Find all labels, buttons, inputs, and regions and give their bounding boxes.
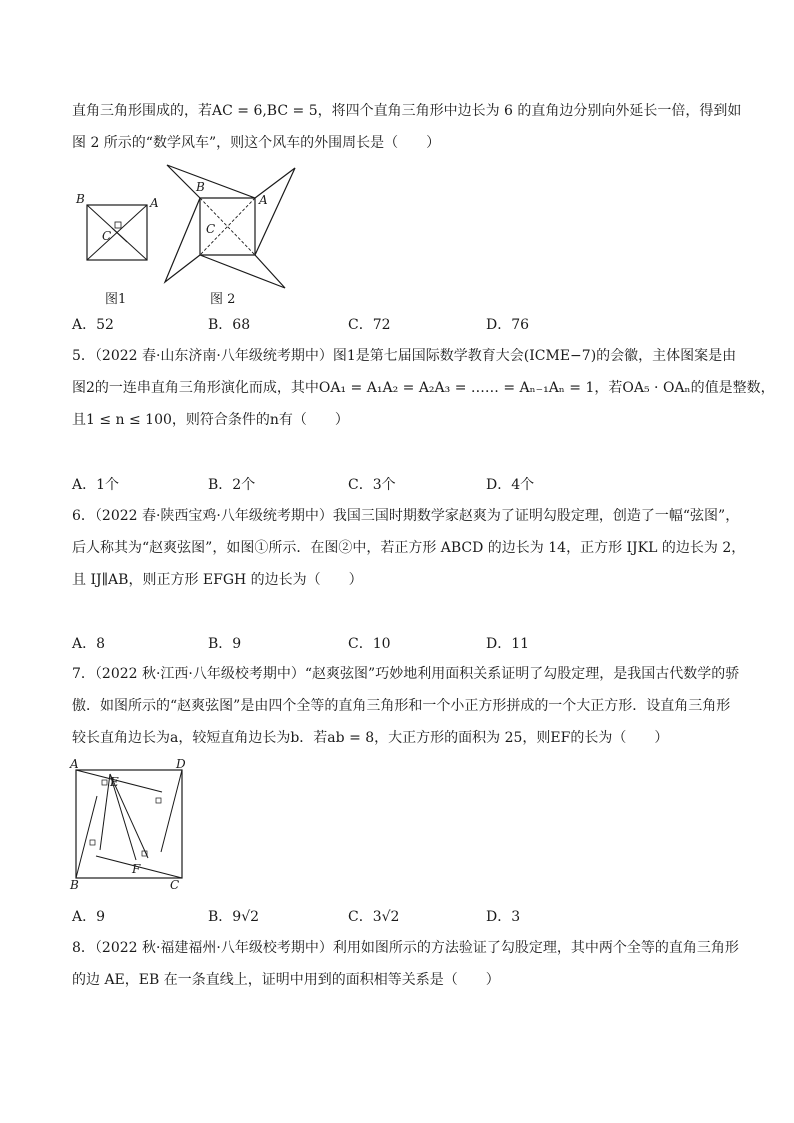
q4-figure-2 [160,160,300,295]
q7-label-b: B [70,878,79,890]
fig1-label-a: A [150,196,159,210]
q6-option-a[interactable]: A．8 [72,636,106,652]
q5-options [72,474,732,494]
q7-zhao-shuang-figure [66,758,196,890]
q7-label-a: A [70,758,79,771]
q4-figure-1 [72,190,162,270]
fig1-caption: 图1 [105,292,127,307]
q4-text-line2: 图 2 所示的“数学风车”，则这个风车的外围周长是（ ） [72,135,441,151]
fig2-label-c: C [206,222,216,236]
q4-option-d[interactable]: D．76 [486,317,530,333]
fig1-label-b: B [76,192,85,206]
fig2-label-b: B [196,180,205,194]
q7-option-d[interactable]: D．3 [486,909,521,925]
q4-options [72,314,732,334]
q5-text-line2: 图2的一连串直角三角形演化而成，其中OA₁ = A₁A₂ = A₂A₃ = …… = Aₙ₋₁Aₙ = 1，若OA₅ · OAₙ的值是整数， [72,380,775,396]
q7-option-b[interactable]: B．9√2 [208,909,260,925]
q6-text-line2: 后人称其为“赵爽弦图”，如图①所示．在图②中，若正方形 ABCD 的边长为 14，正方形 IJKL 的边长为 2， [72,540,746,556]
q4-option-b[interactable]: B．68 [208,317,251,333]
q7-label-d: D [176,758,186,771]
q7-option-a[interactable]: A．9 [72,909,106,925]
q7-label-e: E [110,775,119,789]
q5-option-a[interactable]: A．1个 [72,477,120,493]
q6-option-b[interactable]: B．9 [208,636,242,652]
q7-text-line3: 较长直角边长为a，较短直角边长为b．若ab = 8，大正方形的面积为 25，则EF的长为（ ） [72,730,669,746]
q4-option-a[interactable]: A．52 [72,317,114,333]
q6-options [72,633,732,653]
q5-text-line3: 且1 ≤ n ≤ 100，则符合条件的n有（ ） [72,412,349,428]
q6-text-line3: 且 IJ∥AB，则正方形 EFGH 的边长为（ ） [72,572,363,588]
fig2-label-a: A [259,193,268,207]
q7-text-line1: 7．（2022 秋·江西·八年级校考期中）“赵爽弦图”巧妙地利用面积关系证明了勾股定理，是我国古代数学的骄 [72,666,740,682]
q4-text-line1: 直角三角形围成的，若AC = 6,BC = 5，将四个直角三角形中边长为 6 的直角边分别向外延长一倍，得到如 [72,103,742,119]
q7-text-line2: 傲．如图所示的“赵爽弦图”是由四个全等的直角三角形和一个小正方形拼成的一个大正方形．设直角三角形 [72,698,731,714]
q7-label-f: F [132,862,141,876]
q5-option-b[interactable]: B．2个 [208,477,256,493]
q5-option-c[interactable]: C．3个 [348,477,396,493]
fig2-caption: 图 2 [210,292,236,307]
q5-option-d[interactable]: D．4个 [486,477,535,493]
q6-option-d[interactable]: D．11 [486,636,530,652]
fig1-label-c: C [102,229,112,243]
q5-text-line1: 5．（2022 春·山东济南·八年级统考期中）图1是第七届国际数学教育大会(ICME−7)的会徽，主体图案是由 [72,348,737,364]
q6-option-c[interactable]: C．10 [348,636,391,652]
q8-text-line1: 8．（2022 秋·福建福州·八年级校考期中）利用如图所示的方法验证了勾股定理，其中两个全等的直角三角形 [72,940,739,956]
q7-options [72,906,732,926]
q8-text-line2: 的边 AE，EB 在一条直线上，证明中用到的面积相等关系是（ ） [72,972,500,988]
q6-text-line1: 6．（2022 春·陕西宝鸡·八年级统考期中）我国三国时期数学家赵爽为了证明勾股定理，创造了一幅“弦图”， [72,508,740,524]
q7-option-c[interactable]: C．3√2 [348,909,400,925]
q4-option-c[interactable]: C．72 [348,317,391,333]
q7-label-c: C [170,878,180,890]
